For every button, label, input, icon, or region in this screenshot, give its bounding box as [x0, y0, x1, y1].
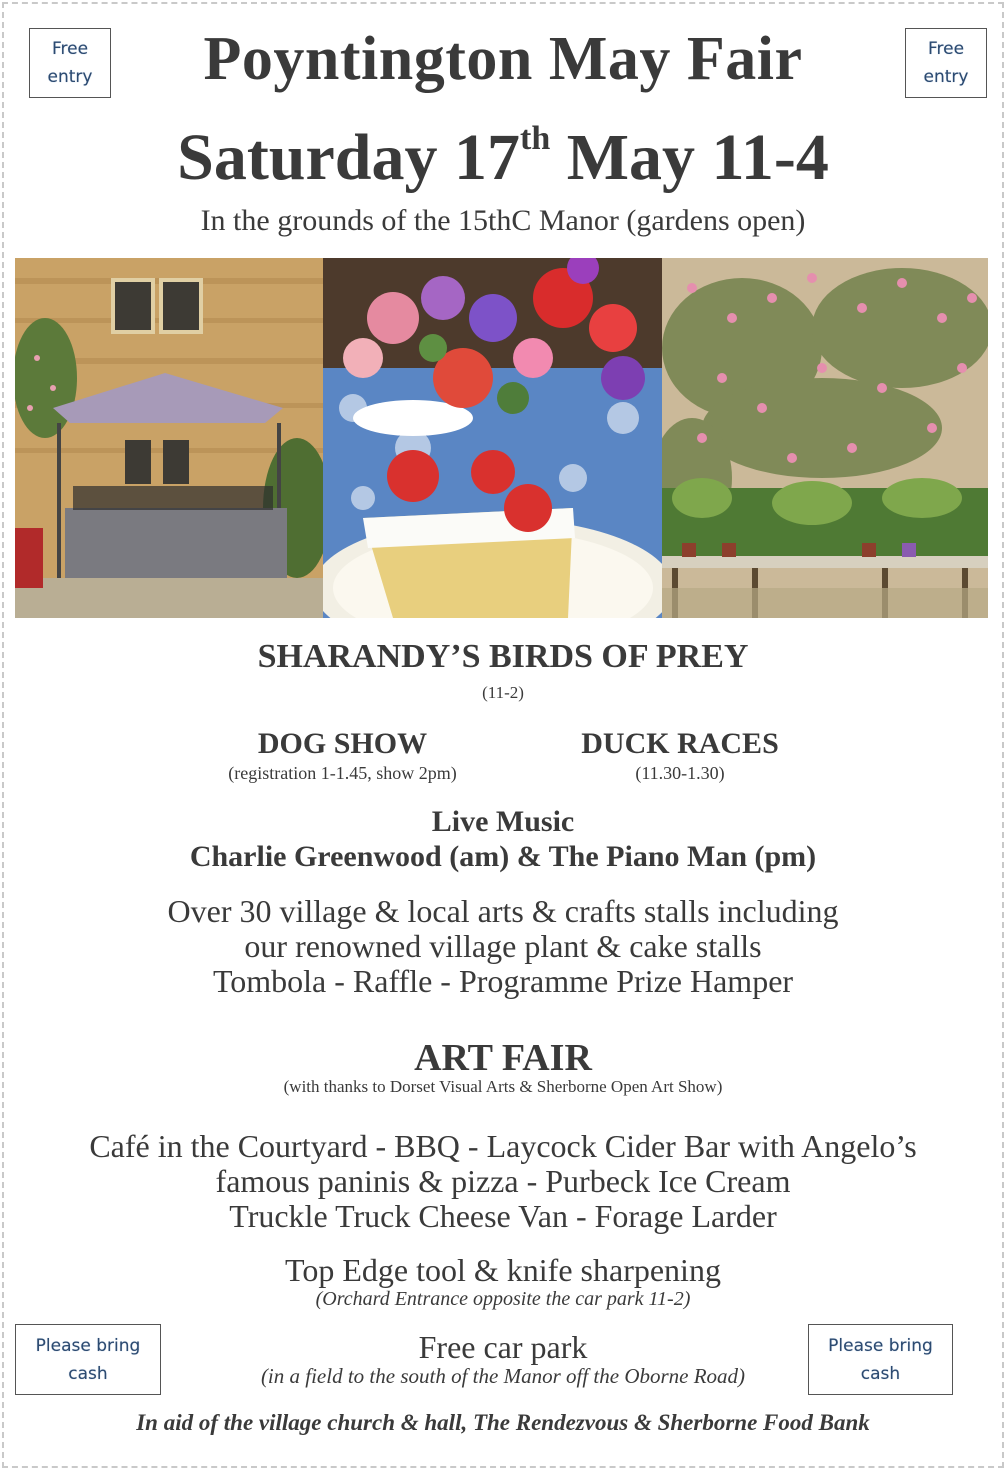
stalls-line: Over 30 village & local arts & crafts stalls including: [167, 893, 839, 929]
birds-of-prey-time: (11-2): [482, 683, 524, 702]
art-fair-heading: ART FAIR: [414, 1037, 592, 1079]
duck-races-block: [550, 726, 810, 784]
event-date: [0, 120, 1006, 196]
rose-wall-plant-stall-photo: [662, 258, 988, 618]
badge-line: Free: [51, 39, 89, 59]
badge-line: Please bring: [35, 1335, 141, 1356]
duck-races-heading: DUCK RACES: [581, 727, 779, 760]
stalls-line: our renowned village plant & cake stalls: [244, 928, 762, 964]
car-park-heading: Free car park: [418, 1329, 588, 1365]
date-prefix: Saturday 17: [177, 121, 520, 194]
sharpening-location: (Orchard Entrance opposite the car park 11-2): [315, 1288, 691, 1310]
live-music-heading: Live Music: [431, 805, 575, 838]
badge-line: cash: [860, 1363, 901, 1384]
page-title: Poyntington May Fair: [203, 25, 803, 93]
sharpening-heading: Top Edge tool & knife sharpening: [285, 1252, 721, 1288]
art-fair-credit: (with thanks to Dorset Visual Arts & Sherborne Open Art Show): [283, 1077, 723, 1096]
dog-show-heading: DOG SHOW: [257, 727, 428, 760]
car-park-location: (in a field to the south of the Manor off the Oborne Road): [260, 1364, 746, 1388]
event-location: In the grounds of the 15thC Manor (gardens open): [200, 204, 806, 237]
dog-show-block: [200, 726, 485, 784]
badge-line: cash: [68, 1363, 108, 1384]
date-suffix: May 11-4: [550, 121, 829, 194]
badge-line: Free: [927, 39, 965, 59]
duck-races-time: (11.30-1.30): [635, 763, 725, 783]
dog-show-time: (registration 1-1.45, show 2pm): [228, 763, 457, 783]
food-line: Café in the Courtyard - BBQ - Laycock Cider Bar with Angelo’s: [89, 1128, 917, 1164]
charity-footer: In aid of the village church & hall, The Rendezvous & Sherborne Food Bank: [136, 1410, 870, 1435]
gazebo-stall-photo: [15, 258, 323, 618]
badge-line: Please bring: [828, 1335, 933, 1356]
badge-line: entry: [47, 67, 93, 87]
food-line: Truckle Truck Cheese Van - Forage Larder: [229, 1198, 777, 1234]
badge-line: entry: [923, 67, 969, 87]
birds-of-prey-heading: SHARANDY’S BIRDS OF PREY: [257, 638, 749, 675]
flowers-and-cake-photo: [323, 258, 662, 618]
stalls-line: Tombola - Raffle - Programme Prize Hamper: [212, 963, 794, 999]
live-music-acts: Charlie Greenwood (am) & The Piano Man (pm): [189, 840, 817, 873]
date-ordinal: th: [520, 120, 551, 157]
food-line: famous paninis & pizza - Purbeck Ice Cream: [215, 1163, 791, 1199]
